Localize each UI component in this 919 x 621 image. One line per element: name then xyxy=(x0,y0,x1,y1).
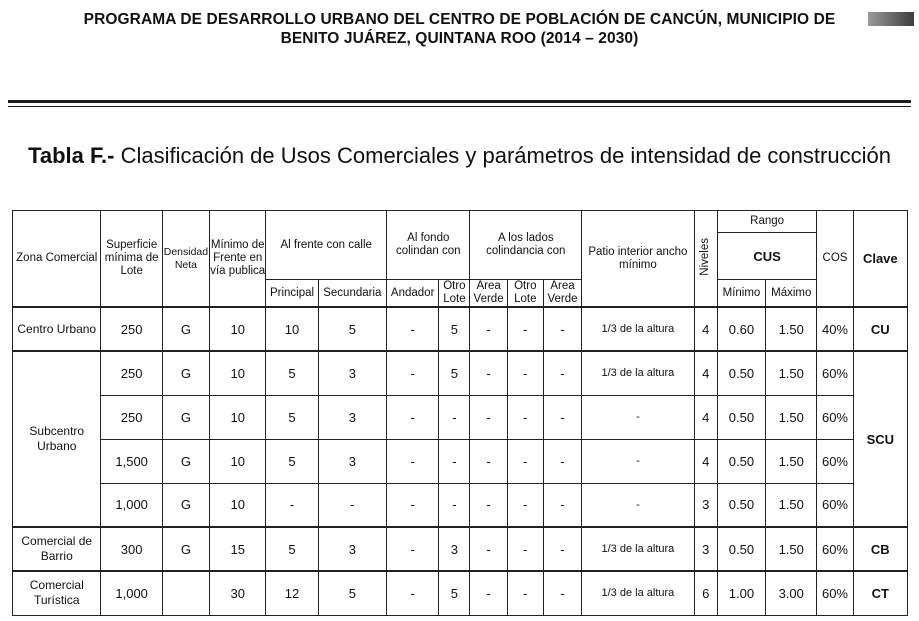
header-andador: Andador xyxy=(387,280,439,308)
cell-patio: 1/3 de la altura xyxy=(582,351,695,395)
cell-principal: 10 xyxy=(266,307,318,351)
cell-lados-area-verde: - xyxy=(543,483,581,527)
cell-densidad: G xyxy=(162,439,209,483)
header-al-frente: Al frente con calle xyxy=(266,211,387,280)
cell-cus-minimo: 0.50 xyxy=(717,439,765,483)
cell-principal: 5 xyxy=(266,395,318,439)
cell-cus-maximo: 1.50 xyxy=(766,351,817,395)
cell-niveles: 4 xyxy=(694,351,717,395)
cell-lados-area-verde: - xyxy=(543,395,581,439)
cell-andador: - xyxy=(387,307,439,351)
cell-cus-maximo: 1.50 xyxy=(766,307,817,351)
header-line-2: BENITO JUÁREZ, QUINTANA ROO (2014 – 2030) xyxy=(280,30,639,47)
cell-lados-area-verde: - xyxy=(543,307,581,351)
document-header xyxy=(0,10,919,48)
cell-principal: 5 xyxy=(266,439,318,483)
header-secundaria: Secundaria xyxy=(318,280,386,308)
cell-andador: - xyxy=(387,483,439,527)
table-title xyxy=(0,142,919,170)
cell-patio: - xyxy=(582,483,695,527)
cell-lados-area-verde: - xyxy=(543,439,581,483)
cell-densidad: G xyxy=(162,395,209,439)
cell-lados-otro-lote: - xyxy=(507,351,543,395)
cell-cus-minimo: 0.60 xyxy=(717,307,765,351)
cell-cus-maximo: 1.50 xyxy=(766,483,817,527)
cell-zona: Comercial Turística xyxy=(13,571,101,615)
cell-cus-maximo: 1.50 xyxy=(766,439,817,483)
header-a-los-lados: A los lados colindancia con xyxy=(470,211,582,280)
cell-superficie: 250 xyxy=(101,395,162,439)
cell-niveles: 3 xyxy=(694,483,717,527)
cell-fondo-area-verde: - xyxy=(470,307,507,351)
cell-frente: 10 xyxy=(210,307,266,351)
cell-frente: 10 xyxy=(210,395,266,439)
cell-superficie: 250 xyxy=(101,307,162,351)
cell-lados-otro-lote: - xyxy=(507,571,543,615)
cell-clave: CB xyxy=(853,527,907,571)
cell-niveles: 4 xyxy=(694,439,717,483)
cell-secundaria: - xyxy=(318,483,386,527)
cell-superficie: 1,500 xyxy=(101,439,162,483)
cell-patio: 1/3 de la altura xyxy=(582,527,695,571)
header-area-verde-lados: Área Verde xyxy=(543,280,581,308)
cell-cos: 60% xyxy=(817,483,853,527)
commercial-use-table xyxy=(12,210,908,616)
cell-cos: 60% xyxy=(817,439,853,483)
cell-densidad: G xyxy=(162,483,209,527)
table-row xyxy=(13,527,908,571)
cell-andador: - xyxy=(387,439,439,483)
header-densidad: Densidad Neta xyxy=(162,211,209,308)
header-niveles xyxy=(694,211,717,308)
table-row xyxy=(13,439,908,483)
cell-cos: 60% xyxy=(817,527,853,571)
header-minimo-frente: Mínimo de Frente en vía publica xyxy=(210,211,266,308)
cell-secundaria: 3 xyxy=(318,527,386,571)
cell-andador: - xyxy=(387,571,439,615)
cell-fondo-area-verde: - xyxy=(470,351,507,395)
table-row xyxy=(13,571,908,615)
cell-principal: 5 xyxy=(266,351,318,395)
cell-patio: 1/3 de la altura xyxy=(582,571,695,615)
header-corner-mark xyxy=(868,12,914,26)
cell-cus-minimo: 0.50 xyxy=(717,483,765,527)
cell-lados-otro-lote: - xyxy=(507,439,543,483)
cell-cus-minimo: 0.50 xyxy=(717,395,765,439)
cell-cos: 60% xyxy=(817,571,853,615)
cell-principal: 5 xyxy=(266,527,318,571)
table-row xyxy=(13,307,908,351)
cell-cus-maximo: 3.00 xyxy=(766,571,817,615)
cell-superficie: 250 xyxy=(101,351,162,395)
cell-fondo-area-verde: - xyxy=(470,571,507,615)
cell-fondo-otro-lote: 5 xyxy=(439,351,470,395)
header-superficie: Superficie mínima de Lote xyxy=(101,211,162,308)
cell-cos: 60% xyxy=(817,395,853,439)
cell-principal: - xyxy=(266,483,318,527)
header-rango: Rango xyxy=(717,211,817,233)
cell-frente: 10 xyxy=(210,483,266,527)
cell-densidad: G xyxy=(162,527,209,571)
table-row xyxy=(13,395,908,439)
header-line-1: PROGRAMA DE DESARROLLO URBANO DEL CENTRO DE POBLACIÓN DE CANCÚN, MUNICIPIO DE xyxy=(83,11,836,28)
cell-frente: 10 xyxy=(210,439,266,483)
cell-frente: 15 xyxy=(210,527,266,571)
cell-cos: 60% xyxy=(817,351,853,395)
header-cus-minimo: Mínimo xyxy=(717,280,765,308)
header-cus: CUS xyxy=(717,233,817,280)
cell-lados-otro-lote: - xyxy=(507,483,543,527)
cell-niveles: 4 xyxy=(694,395,717,439)
header-niveles-label: Niveles xyxy=(699,237,712,276)
cell-secundaria: 3 xyxy=(318,439,386,483)
cell-clave: SCU xyxy=(853,351,907,527)
cell-densidad xyxy=(162,571,209,615)
cell-fondo-area-verde: - xyxy=(470,527,507,571)
cell-superficie: 300 xyxy=(101,527,162,571)
header-cos: COS xyxy=(817,211,853,308)
cell-patio: - xyxy=(582,439,695,483)
cell-secundaria: 3 xyxy=(318,351,386,395)
header-zona: Zona Comercial xyxy=(13,211,101,308)
cell-patio: - xyxy=(582,395,695,439)
header-clave: Clave xyxy=(853,211,907,308)
cell-lados-otro-lote: - xyxy=(507,527,543,571)
header-otro-lote-lados: Otro Lote xyxy=(507,280,543,308)
cell-cus-maximo: 1.50 xyxy=(766,395,817,439)
cell-zona: Subcentro Urbano xyxy=(13,351,101,527)
table-title-text: Clasificación de Usos Comerciales y parámetros de intensidad de construcción xyxy=(114,143,891,168)
cell-patio: 1/3 de la altura xyxy=(582,307,695,351)
cell-fondo-otro-lote: - xyxy=(439,483,470,527)
table-row xyxy=(13,483,908,527)
header-al-fondo: Al fondo colindan con xyxy=(387,211,470,280)
cell-frente: 30 xyxy=(210,571,266,615)
cell-frente: 10 xyxy=(210,351,266,395)
cell-fondo-otro-lote: 5 xyxy=(439,571,470,615)
cell-zona: Centro Urbano xyxy=(13,307,101,351)
cell-clave: CU xyxy=(853,307,907,351)
cell-secundaria: 5 xyxy=(318,571,386,615)
cell-principal: 12 xyxy=(266,571,318,615)
cell-lados-otro-lote: - xyxy=(507,307,543,351)
header-area-verde-fondo: Área Verde xyxy=(470,280,507,308)
cell-fondo-otro-lote: - xyxy=(439,395,470,439)
cell-fondo-otro-lote: - xyxy=(439,439,470,483)
header-rule-thick xyxy=(8,100,911,103)
cell-secundaria: 3 xyxy=(318,395,386,439)
cell-lados-area-verde: - xyxy=(543,571,581,615)
cell-andador: - xyxy=(387,527,439,571)
cell-zona: Comercial de Barrio xyxy=(13,527,101,571)
cell-cus-minimo: 0.50 xyxy=(717,527,765,571)
cell-andador: - xyxy=(387,395,439,439)
cell-cus-minimo: 1.00 xyxy=(717,571,765,615)
cell-lados-area-verde: - xyxy=(543,351,581,395)
header-rule-thin xyxy=(8,106,911,107)
cell-lados-otro-lote: - xyxy=(507,395,543,439)
cell-niveles: 4 xyxy=(694,307,717,351)
cell-niveles: 3 xyxy=(694,527,717,571)
header-principal: Principal xyxy=(266,280,318,308)
cell-secundaria: 5 xyxy=(318,307,386,351)
table-row xyxy=(13,351,908,395)
cell-clave: CT xyxy=(853,571,907,615)
cell-fondo-otro-lote: 5 xyxy=(439,307,470,351)
cell-cus-minimo: 0.50 xyxy=(717,351,765,395)
cell-fondo-area-verde: - xyxy=(470,483,507,527)
cell-cus-maximo: 1.50 xyxy=(766,527,817,571)
cell-fondo-area-verde: - xyxy=(470,439,507,483)
cell-densidad: G xyxy=(162,351,209,395)
cell-superficie: 1,000 xyxy=(101,483,162,527)
cell-andador: - xyxy=(387,351,439,395)
cell-lados-area-verde: - xyxy=(543,527,581,571)
cell-fondo-area-verde: - xyxy=(470,395,507,439)
header-otro-lote-fondo: Otro Lote xyxy=(439,280,470,308)
cell-cos: 40% xyxy=(817,307,853,351)
cell-densidad: G xyxy=(162,307,209,351)
cell-fondo-otro-lote: 3 xyxy=(439,527,470,571)
header-cus-maximo: Máximo xyxy=(766,280,817,308)
header-patio: Patio interior ancho mínimo xyxy=(582,211,695,308)
cell-niveles: 6 xyxy=(694,571,717,615)
cell-superficie: 1,000 xyxy=(101,571,162,615)
table-title-number: Tabla F.- xyxy=(28,143,115,168)
